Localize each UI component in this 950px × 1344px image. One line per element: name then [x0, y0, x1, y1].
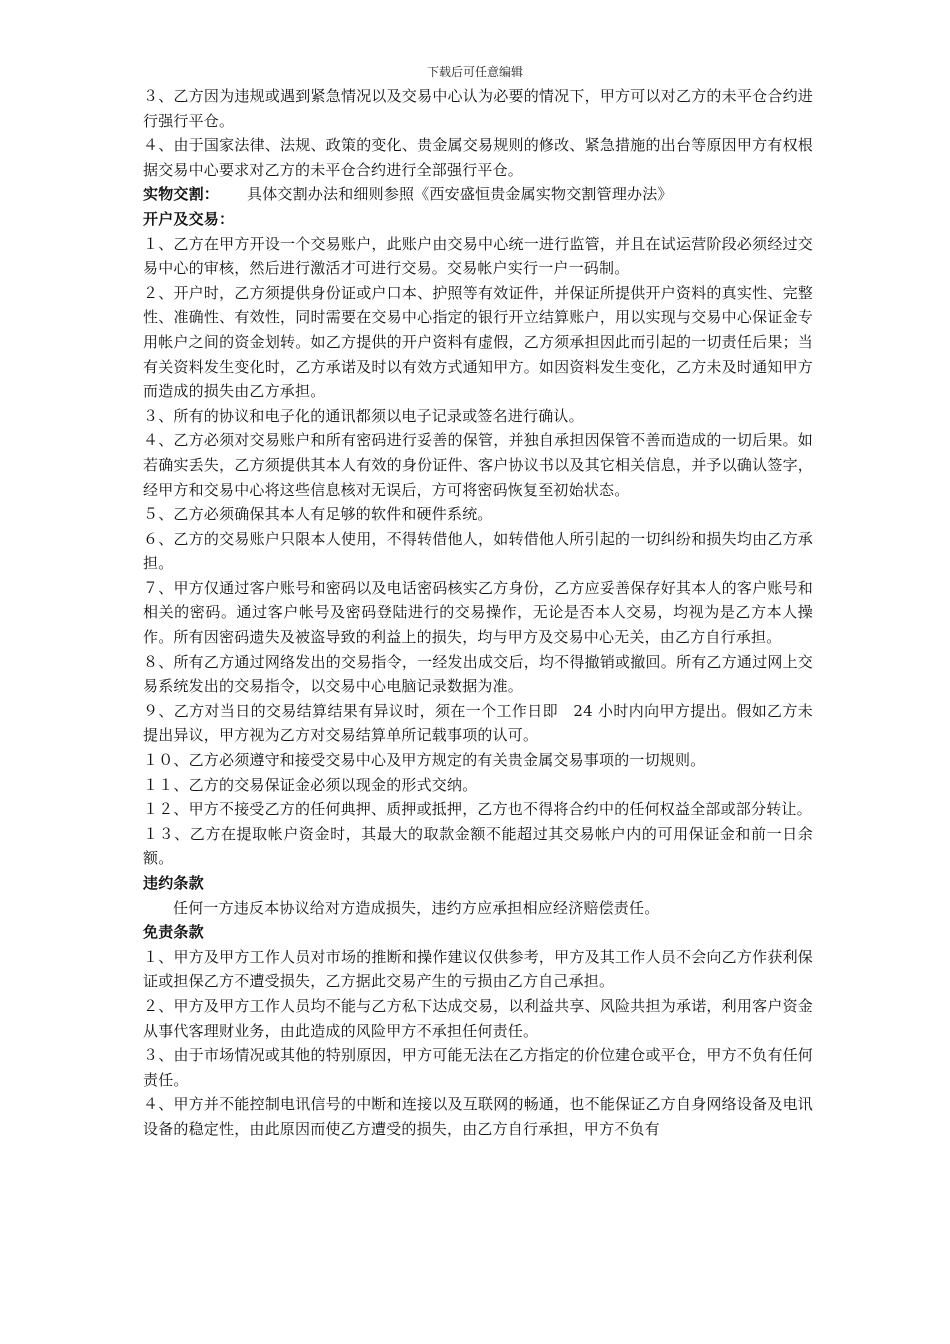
delivery-section — [143, 182, 813, 207]
exemption-item: ３、由于市场情况或其他的特别原因，甲方可能无法在乙方指定的价位建仓或平仓，甲方不负有任何责任。 — [143, 1046, 813, 1089]
exemption-heading: 免责条款 — [143, 923, 204, 942]
delivery-heading: 实物交割： — [143, 185, 220, 204]
account-item: １、乙方在甲方开设一个交易账户，此账户由交易中心统一进行监管，并且在试运营阶段必须经过交易中心的审核，然后进行激活才可进行交易。交易帐户实行一户一码制。 — [143, 234, 813, 278]
document-body — [143, 84, 813, 1142]
account-heading: 开户及交易： — [143, 209, 235, 228]
account-item: ２、开户时，乙方须提供身份证或户口本、护照等有效证件，并保证所提供开户资料的真实性、完整性、准确性、有效性，同时需要在交易中心指定的银行开立结算账户，用以实现与交易中心保证金专用帐户之间的资金划转。如乙方提供的开户资料有虚假，乙方须承担因此而引起的一切责任后果；当有关资料发生变化时，乙方承诺及时以有效方式通知甲方。如因资料发生变化，乙方未及时通知甲方而造成的损失由乙方承担。 — [143, 283, 813, 401]
account-item: ６、乙方的交易账户只限本人使用，不得转借他人，如转借他人所引起的一切纠纷和损失均由乙方承担。 — [143, 529, 813, 573]
exemption-item: ２、甲方及甲方工作人员均不能与乙方私下达成交易，以利益共享、风险共担为承诺，利用客户资金从事代客理财业务，由此造成的风险甲方不承担任何责任。 — [143, 996, 813, 1040]
exemption-item: ４、甲方并不能控制电讯信号的中断和连接以及互联网的畅通，也不能保证乙方自身网络设备及电讯设备的稳定性，由此原因而使乙方遭受的损失，由乙方自行承担，甲方不负有 — [143, 1095, 813, 1138]
delivery-text: 具体交割办法和细则参照《西安盛恒贵金属实物交割管理办法》 — [247, 185, 673, 204]
page-header-note: 下载后可任意编辑 — [426, 65, 523, 79]
breach-text: 任何一方违反本协议给对方造成损失，违约方应承担相应经济赔偿责任。 — [173, 898, 660, 917]
account-item: １２、甲方不接受乙方的任何典押、质押或抵押，乙方也不得将合约中的任何权益全部或部分转让。 — [143, 800, 812, 819]
paragraph-forced-close-4: ４、由于国家法律、法规、政策的变化、贵金属交易规则的修改、紧急措施的出台等原因甲方有权根据交易中心要求对乙方的未平仓合约进行全部强行平仓。 — [143, 136, 813, 179]
account-item: １０、乙方必须遵守和接受交易中心及甲方规定的有关贵金属交易事项的一切规则。 — [143, 751, 706, 770]
account-item: ３、所有的协议和电子化的通讯都须以电子记录或签名进行确认。 — [143, 406, 584, 425]
account-item: ７、甲方仅通过客户账号和密码以及电话密码核实乙方身份，乙方应妥善保存好其本人的客户账号和相关的密码。通过客户帐号及密码登陆进行的交易操作，无论是否本人交易，均视为是乙方本人操作。所有因密码遗失及被盗导致的利益上的损失，均与甲方及交易中心无关，由乙方自行承担。 — [143, 578, 813, 647]
account-item: ４、乙方必须对交易账户和所有密码进行妥善的保管，并独自承担因保管不善而造成的一切后果。如若确实丢失，乙方须提供其本人有效的身份证件、客户协议书以及其它相关信息，并予以确认签字，经甲方和交易中心将这些信息核对无误后，方可将密码恢复至初始状态。 — [143, 431, 813, 499]
account-item: ５、乙方必须确保其本人有足够的软件和硬件系统。 — [143, 505, 493, 524]
breach-heading: 违约条款 — [143, 874, 204, 892]
account-item: １１、乙方的交易保证金必须以现金的形式交纳。 — [143, 775, 478, 794]
account-item: ９、乙方对当日的交易结算结果有异议时，须在一个工作日即 24 小时内向甲方提出。假如乙方未提出异议，甲方视为乙方对交易结算单所记载事项的认可。 — [143, 701, 813, 745]
exemption-item: １、甲方及甲方工作人员对市场的推断和操作建议仅供参考，甲方及其工作人员不会向乙方作获利保证或担保乙方不遭受损失，乙方据此交易产生的亏损由乙方自己承担。 — [143, 947, 813, 991]
account-item: ８、所有乙方通过网络发出的交易指令，一经发出成交后，均不得撤销或撤回。所有乙方通过网上交易系统发出的交易指令，以交易中心电脑记录数据为准。 — [143, 652, 813, 696]
account-item: １３、乙方在提取帐户资金时，其最大的取款金额不能超过其交易帐户内的可用保证金和前一日余额。 — [143, 824, 813, 868]
paragraph-forced-close-3: ３、乙方因为违规或遇到紧急情况以及交易中心认为必要的情况下，甲方可以对乙方的未平仓合约进行强行平仓。 — [143, 87, 813, 130]
